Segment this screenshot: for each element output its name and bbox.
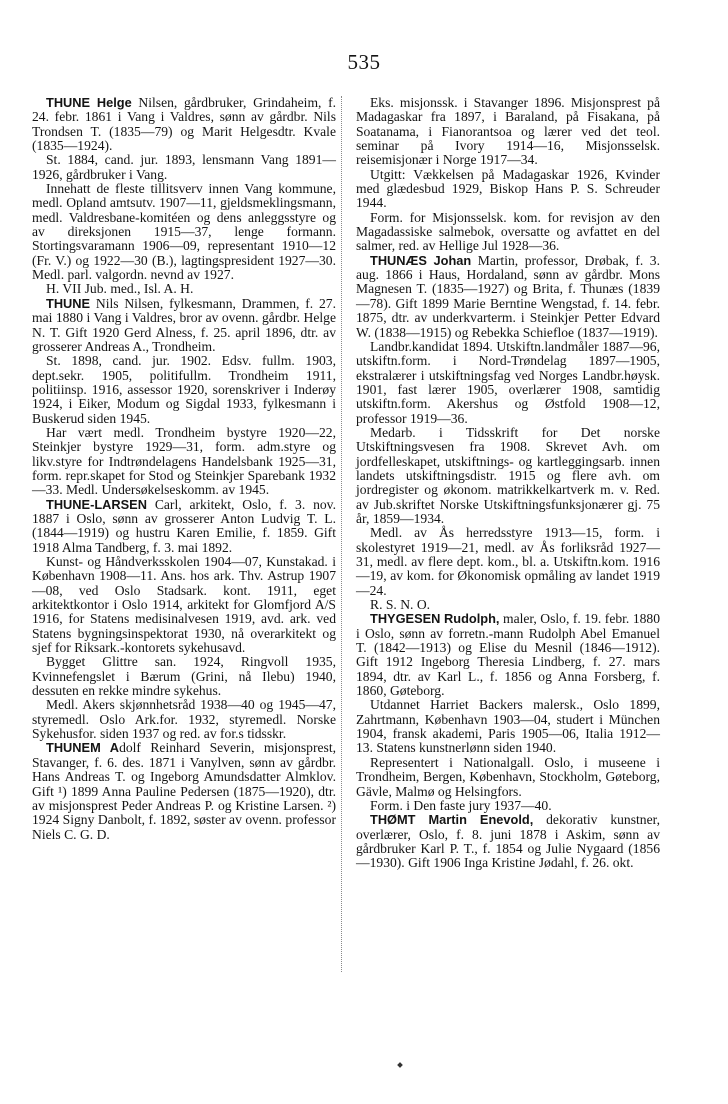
entry-text: Medl. av Ås herredsstyre 1913—15, form. i skolestyret 1919—21, medl. av Ås forliksråd 1927—31, medl. av flere dept. kom., bl. a. Utskiftn.kom. 1916—19, av kom. for Økonomisk opmåling av landet 1919—24. [356, 525, 660, 598]
entry-text: Landbr.kandidat 1894. Utskiftn.landmåler 1887—96, utskiftn.form. i Nord-Trøndelag 1897—1905, ekstralærer i utskiftningsfag ved Norges Landbr.høysk. 1901, fast lærer 1905, overlærer 1908, samtidig utskiftn.form. Akershus og Østfold 1908—12, professor 1919—36. [356, 338, 660, 426]
entry-thunaes [356, 254, 660, 340]
entry-text: St. 1884, cand. jur. 1893, lensmann Vang 1891—1926, gårdbruker i Vang. [32, 152, 336, 182]
entry-text: Eks. misjonssk. i Stavanger 1896. Misjonsprest på Madagaskar fra 1897, i Baraland, på Fisakana, på Soatanama, i Fianorantsoa og lærer ved det teol. seminar på Ivory 1914—16, Misjonsselsk. reisemisjonær i Norge 1917—34. [356, 95, 660, 168]
entry-text: R. S. N. O. [370, 597, 431, 613]
entry-paragraph [356, 526, 660, 598]
entry-paragraph [356, 340, 660, 426]
entry-paragraph [32, 182, 336, 282]
entry-paragraph [356, 799, 660, 813]
entry-text: Utgitt: Vækkelsen på Madagaskar 1926, Kvinder med glædesbud 1929, Biskop Hans P. S. Schreuder 1944. [356, 166, 660, 211]
entry-text: Form. for Misjonsselsk. kom. for revisjon av den Magadassiske salmebok, oversatte og avfattet en del salmer, red. av Hellige Jul 1928—36. [356, 209, 660, 254]
entry-text: Carl, arkitekt, Oslo, f. 3. nov. 1887 i Oslo, sønn av grosserer Anton Ludvig T. L. (1844—1919) og hustru Karen Emilie, f. 1859. Gift 1918 Alma Tandberg, f. 3. mai 1892. [32, 496, 336, 555]
entry-text: Kunst- og Håndverksskolen 1904—07, Kunstakad. i København 1908—11. Ans. hos ark. Thv. Astrup 1907—08, ved Oslo Stadsark. kont. 1911, eget arkitektkontor i Oslo 1914, arkitekt for Glomfjord A/S 1916, for Statens medisinalvesen 1919, avd. ark. ved Statens bygningsinspektorat 1930, nå overarkitekt og sjef for Riksark.-kontorets sykehusavd. [32, 554, 336, 656]
entry-text: H. VII Jub. med., Isl. A. H. [46, 281, 194, 297]
entry-text: Innehatt de fleste tillitsverv innen Vang kommune, medl. Opland amtsutv. 1907—11, gjeldsmeklingsmann, medl. Valdresbane-komitéen og dens anleggsstyre og av direksjonen 1915—37, lenge formann. Stortingsvaramann 1906—09, representant 1910—12 (Fr. V.) og 1922—30 (B.), lagtingspresident 1927—30. Medl. parl. valgordn. nevnd av 1927. [32, 181, 336, 283]
right-column [356, 96, 660, 871]
entry-text: dolf Reinhard Severin, misjonsprest, Stavanger, f. 6. des. 1871 i Vanylven, sønn av gårdbr. Hans Andreas T. og Ingeborg Amundsdatter Almklov. Gift ¹) 1899 Anna Pauline Pedersen (1875—1920), dtr. av misjonsprest Peder Andreas P. og Kristine Larsen. ²) 1924 Signy Danbolt, f. 1892, søster av ovenn. professor Niels C. G. D. [32, 740, 337, 842]
entry-text: Har vært medl. Trondheim bystyre 1920—22, Steinkjer bystyre 1929—31, form. adm.styre og likv.styre for Indtrøndelagens Handelsbank 1925—31, form. repr.skapet for Stod og Steinkjer Sparebank 1932—33. Medl. Undersøkelseskomm. av 1945. [32, 424, 336, 498]
entry-thunem [32, 741, 336, 841]
entry-paragraph [356, 756, 660, 799]
entry-paragraph [32, 655, 336, 698]
entry-text: Nils Nilsen, fylkesmann, Drammen, f. 27. mai 1880 i Vang i Valdres, bror av ovenn. gårdbr. Helge N. T. Gift 1920 Gerd Alness, f. 25. april 1896, dtr. av grosserer Andreas A., Trondheim. [32, 295, 336, 354]
entry-text: Medl. Akers skjønnhetsråd 1938—40 og 1945—47, styremedl. Oslo Ark.for. 1932, styremedl. Norske Sykehusfor. siden 1937 og red. av for.s tidsskr. [32, 697, 336, 742]
entry-paragraph [356, 698, 660, 755]
entry-text: St. 1898, cand. jur. 1902. Edsv. fullm. 1903, dept.sekr. 1905, politifullm. Trondheim 1911, politiinsp. 1916, assessor 1920, sorenskriver i Inderøy 1924, i Eiker, Modum og Sigdal 1933, fylkesmann i Buskerud siden 1945. [32, 353, 336, 426]
entry-text: Medarb. i Tidsskrift for Det norske Utskiftningsvesen fra 1908. Skrevet Avh. om jordfelleskapet, utskiftnings- og kartleggingsarb. innen landets utskiftningsdistr. 1915 og flere avh. om jordregister og økonom. matrikkelkartverk m. v. Red. av Jub.skriftet Norske Utskiftningsfunksjonærer gj. 75 år, 1859—1934. [356, 424, 660, 526]
entry-text: Representert i Nationalgall. Oslo, i museene i Trondheim, Bergen, København, Stockholm, Gøteborg, Gävle, Malmø og Helsingfors. [356, 754, 660, 799]
entry-thune-nils [32, 297, 336, 354]
entry-paragraph [356, 598, 660, 612]
headword: THUNE-LARSEN [46, 496, 147, 512]
entry-paragraph [32, 354, 336, 426]
headword: THUNEM A [46, 740, 120, 756]
entry-paragraph [356, 96, 660, 168]
entry-text: dekorativ kunstner, overlærer, Oslo, f. 8. juni 1878 i Askim, sønn av gårdbruker Karl P. T., f. 1854 og Julie Nygaard (1856—1930). Gift 1906 Inga Kristine Jødahl, f. 26. okt. [356, 812, 660, 871]
entry-paragraph [356, 168, 660, 211]
entry-text: Bygget Glittre san. 1924, Ringvoll 1935, Kvinnefengslet i Bærum (Grini, nå Ilebu) 1940, dessuten en rekke mindre sykehus. [32, 654, 336, 699]
page-number: 535 [347, 50, 381, 74]
headword: THØMT Martin Enevold, [370, 812, 534, 828]
headword: THUNÆS Johan [370, 252, 472, 268]
headword: THUNE Helge [46, 95, 132, 110]
entry-paragraph [32, 698, 336, 741]
headword: THYGESEN Rudolph, [370, 611, 500, 627]
entry-text: Martin, professor, Drøbak, f. 3. aug. 1866 i Haus, Hordaland, sønn av gårdbr. Mons Magnesen T. (1835—1927) og Brita, f. Thunæs (1839—78). Gift 1899 Marie Berntine Wengstad, f. 14. febr. 1875, dtr. av underkvarterm. i Steinkjer Petter Edvard W. (1838—1915) og Rebekka Schiefloe (1837—1919). [356, 252, 660, 340]
headword: THUNE [46, 295, 91, 311]
entry-text: Form. i Den faste jury 1937—40. [370, 797, 552, 813]
entry-paragraph [32, 282, 336, 296]
entry-thune-larsen [32, 498, 336, 555]
entry-paragraph [32, 555, 336, 655]
entry-text: maler, Oslo, f. 19. febr. 1880 i Oslo, sønn av forretn.-mann Rudolph Abel Emanuel T. (1842—1913) og Elise du Mesnil (1846—1912). Gift 1912 Ingeborg Theresia Lindberg, f. 27. mars 1894, dtr. av Karl L., f. 1856 og Anna Forsberg, f. 1860, Gøteborg. [356, 611, 661, 699]
entry-paragraph [32, 153, 336, 182]
entry-thygesen [356, 612, 660, 698]
entry-text: Nilsen, gårdbruker, Grindaheim, f. 24. febr. 1861 i Vang i Valdres, sønn av gårdbr. Nils Trondsen T. (1835—79) og Marit Helgesdtr. Kvale (1835—1924). [32, 95, 336, 154]
column-divider [341, 96, 342, 972]
entry-paragraph [356, 211, 660, 254]
entry-paragraph [356, 426, 660, 526]
entry-thomt [356, 813, 660, 870]
entry-text: Utdannet Harriet Backers malersk., Oslo 1899, Zahrtmann, København 1903—04, studert i München 1904, fransk akademi, Paris 1905—06, Italia 1912—13. Statens kunstnerlønn siden 1940. [356, 697, 660, 756]
entry-thune-helge [32, 96, 336, 153]
left-column [32, 96, 336, 842]
entry-paragraph [32, 426, 336, 498]
print-mark [397, 1062, 403, 1068]
